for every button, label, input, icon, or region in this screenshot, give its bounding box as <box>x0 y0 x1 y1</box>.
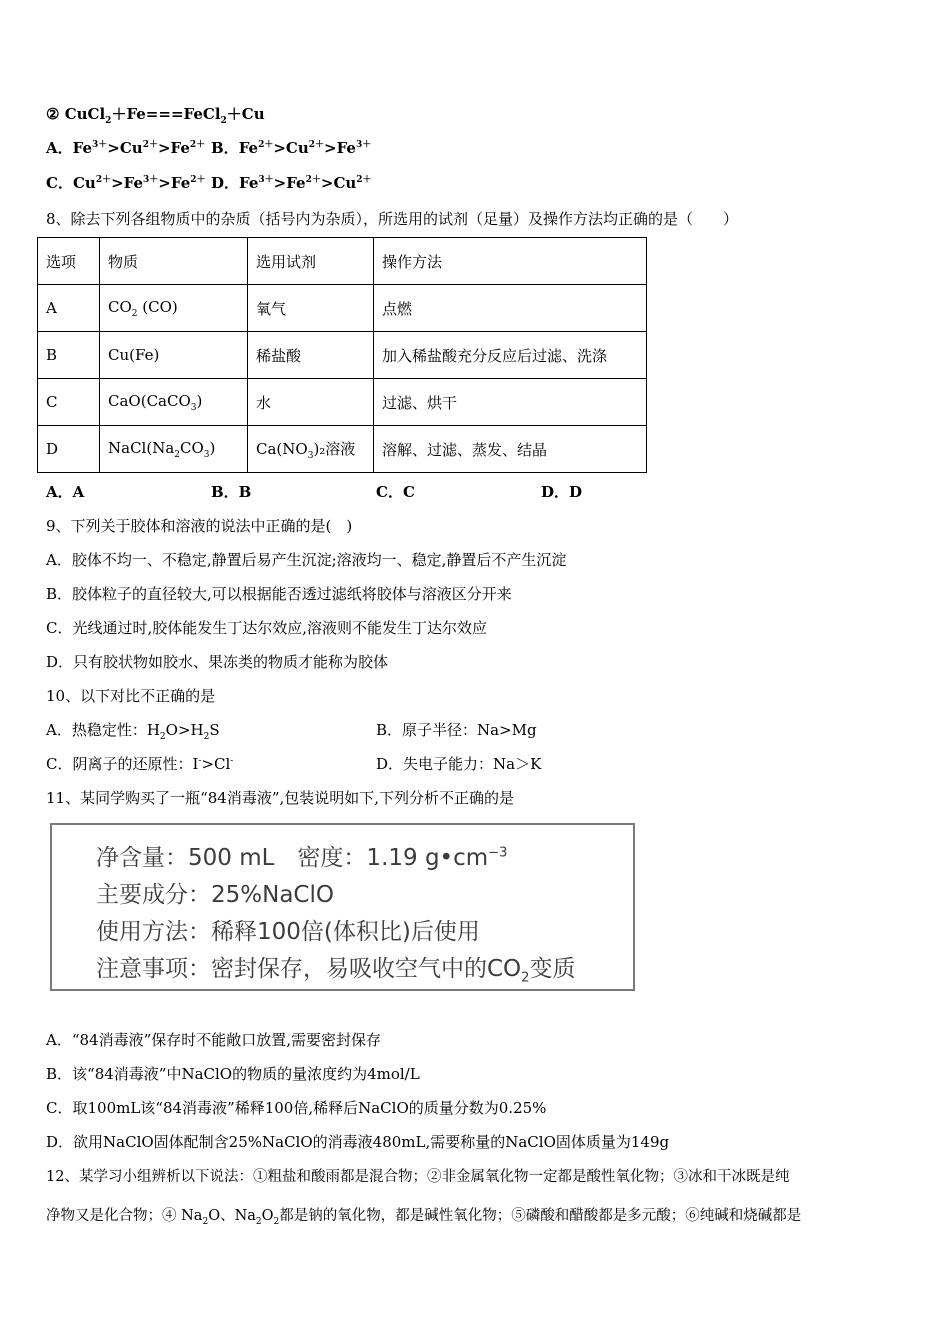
q12-line-2: 净物又是化合物；④ $Na_2O$、$Na_2O_2$都是钠的氧化物，都是碱性氧化物；⑤磷酸和醋酸都是多元酸；⑥纯碱和烧碱都是 <box>46 1208 802 1227</box>
row-option: B <box>38 332 100 379</box>
q11-option-c: C．取100mL该“84消毒液”稀释100倍,稀释后NaClO的质量分数为0.25% <box>46 1099 547 1117</box>
row-substance: CaO(CaCO$_3$) <box>100 379 248 426</box>
q8-option-a: A．A <box>46 483 85 501</box>
row-reagent: 氧气 <box>248 285 374 332</box>
table-row <box>38 426 647 473</box>
q7-option-d: D．$Fe^{3+}>Fe^{2+}>Cu^{2+}$ <box>211 174 372 192</box>
row-option: A <box>38 285 100 332</box>
q9-option-b: B．胶体粒子的直径较大,可以根据能否透过滤纸将胶体与溶液区分开来 <box>46 585 512 603</box>
table-header-row <box>38 238 647 285</box>
header-method: 操作方法 <box>374 238 647 285</box>
q7-equation-2: ② CuCl$_2$＋Fe===FeCl$_2$＋Cu <box>46 105 265 126</box>
header-reagent: 选用试剂 <box>248 238 374 285</box>
q7-option-a: A．$Fe^{3+}>Cu^{2+}>Fe^{2+}$ <box>46 139 206 157</box>
row-substance: $NaCl(Na_2CO_3)$ <box>100 426 248 473</box>
q10-option-c: C．阴离子的还原性：I->Cl- <box>46 755 234 773</box>
table-row <box>38 285 647 332</box>
product-label-box <box>50 823 635 991</box>
q9-option-a: A．胶体不均一、不稳定,静置后易产生沉淀;溶液均一、稳定,静置后不产生沉淀 <box>46 551 567 569</box>
row-reagent: 稀盐酸 <box>248 332 374 379</box>
label-line-3: 使用方法：稀释100倍(体积比)后使用 <box>96 919 480 945</box>
q11-option-b: B．该“84消毒液”中NaClO的物质的量浓度约为4mol/L <box>46 1065 420 1083</box>
q10-option-a: A．热稳定性：$H_2O>H_2S$ <box>46 721 220 742</box>
label-line-4: 注意事项：密封保存，易吸收空气中的$CO_2$变质 <box>96 956 576 986</box>
q8-option-b: B．B <box>211 483 252 501</box>
table-row <box>38 379 647 426</box>
q11-question: 11、某同学购买了一瓶“84消毒液”,包装说明如下,下列分析不正确的是 <box>46 789 515 807</box>
row-reagent: 水 <box>248 379 374 426</box>
row-substance: Cu(Fe) <box>100 332 248 379</box>
q9-option-d: D．只有胶状物如胶水、果冻类的物质才能称为胶体 <box>46 653 389 671</box>
row-option: D <box>38 426 100 473</box>
row-method: 点燃 <box>374 285 647 332</box>
q11-option-d: D．欲用NaClO固体配制含25%NaClO的消毒液480mL,需要称量的NaClO固体质量为149g <box>46 1133 670 1151</box>
q10-option-b: B．原子半径：Na>Mg <box>376 721 537 739</box>
q8-option-d: D．D <box>541 483 583 501</box>
row-reagent: $Ca(NO_3)_2$溶液 <box>248 426 374 473</box>
table-row <box>38 332 647 379</box>
q8-question: 8、除去下列各组物质中的杂质（括号内为杂质），所选用的试剂（足量）及操作方法均正确的是（ ） <box>46 210 739 228</box>
label-line-1: 净含量：500 mL 密度：1.19 $g•cm^{-3}$ <box>96 845 508 871</box>
q10-option-d: D．失电子能力：Na＞K <box>376 755 542 773</box>
q8-table <box>37 237 647 473</box>
row-method: 过滤、烘干 <box>374 379 647 426</box>
label-line-2: 主要成分：25%NaClO <box>96 882 334 908</box>
q9-option-c: C．光线通过时,胶体能发生丁达尔效应,溶液则不能发生丁达尔效应 <box>46 619 488 637</box>
row-option: C <box>38 379 100 426</box>
row-method: 加入稀盐酸充分反应后过滤、洗涤 <box>374 332 647 379</box>
q11-option-a: A．“84消毒液”保存时不能敞口放置,需要密封保存 <box>46 1031 382 1049</box>
q12-line-1: 12、某学习小组辨析以下说法：①粗盐和酸雨都是混合物；②非金属氧化物一定都是酸性氧化物；③冰和干冰既是纯 <box>46 1169 790 1185</box>
q10-question: 10、以下对比不正确的是 <box>46 687 216 705</box>
q7-option-c: C．$Cu^{2+}>Fe^{3+}>Fe^{2+}$ <box>46 174 206 192</box>
header-option: 选项 <box>38 238 100 285</box>
q8-option-c: C．C <box>376 483 415 501</box>
row-substance: $CO_2$ (CO) <box>100 285 248 332</box>
q7-option-b: B．$Fe^{2+}>Cu^{2+}>Fe^{3+}$ <box>211 139 372 157</box>
row-method: 溶解、过滤、蒸发、结晶 <box>374 426 647 473</box>
header-substance: 物质 <box>100 238 248 285</box>
q9-question: 9、下列关于胶体和溶液的说法中正确的是( ) <box>46 517 353 535</box>
